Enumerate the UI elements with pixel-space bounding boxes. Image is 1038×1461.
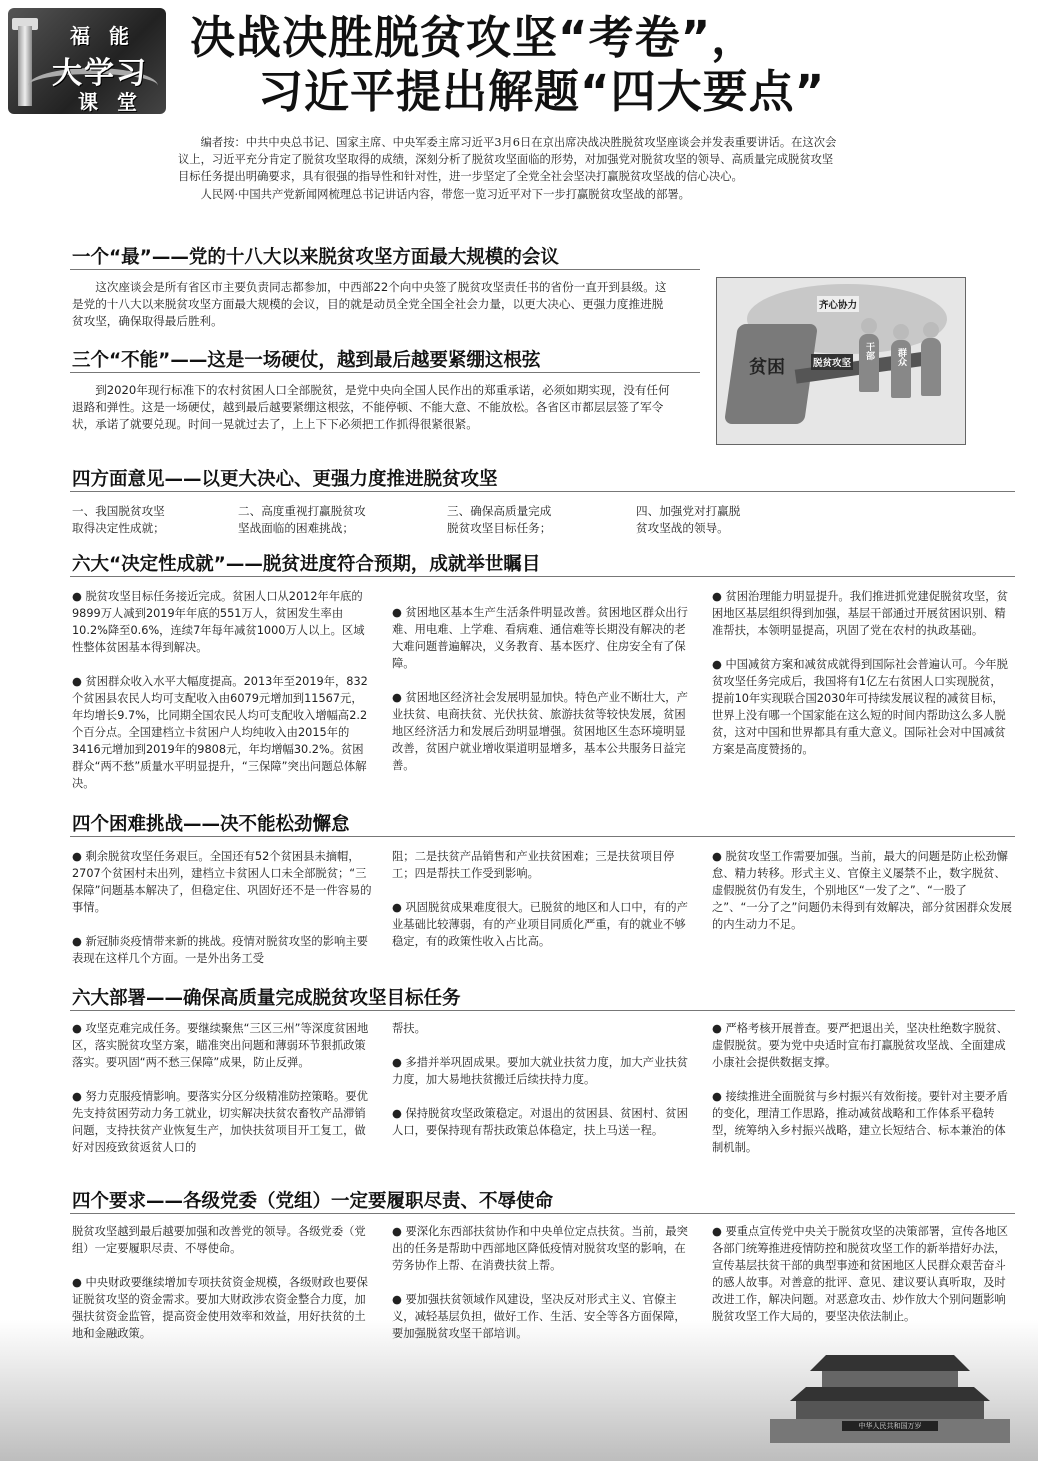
achievement-item: ● 中国减贫方案和减贫成就得到国际社会普遍认可。今年脱贫攻坚任务完成后，我国将有1亿左右贫困人口实现脱贫，提前10年实现联合国2030年可持续发展议程的减贫目标，世界上没有哪一个国家能在这么短的时间内帮助这么多人脱贫，这对中国和世界都具有重大意义。国际社会对中国减贫方案是高度赞扬的。 [712,658,1008,756]
editor-note-p2: 人民网·中国共产党新闻网梳理总书记讲话内容，带您一览习近平对下一步打赢脱贫攻坚战的部署。 [200,187,690,201]
challenge-item: 阻；二是扶贫产品销售和产业扶贫困难；三是扶贫项目停工；四是帮扶工作受到影响。 [392,850,675,880]
editor-note [178,134,838,203]
section-3-rule [70,491,1015,492]
deployment-item: 帮扶。 [392,1022,426,1035]
cartoon-lever-text: 脱贫攻坚 [811,354,853,370]
logo-text-1: 福 能 [70,24,135,48]
achievement-item: ● 贫困治理能力明显提升。我们推进抓党建促脱贫攻坚，贫困地区基层组织得到加强，基层干部通过开展贫困识别、精准帮扶，本领明显提高，巩固了党在农村的执政基础。 [712,590,1008,637]
section-6-column-1 [72,1020,372,1173]
cartoon-rock-text: 贫困 [749,357,785,378]
requirement-item: ● 要重点宣传党中央关于脱贫攻坚的决策部署，宣传各地区各部门统筹推进疫情防控和脱贫攻坚工作的新举措好办法，宣传基层扶贫干部的典型事迹和贫困地区人民群众艰苦奋斗的感人故事。对善意的批评、意见、建议要认真听取，及时改进工作，解决问题。对恶意攻击、炒作放大个别问题影响脱贫攻坚工作大局的，要坚决依法制止。 [712,1225,1008,1323]
opinion-item-2-line-2: 坚战面临的困难挑战； [238,521,354,535]
challenge-item: ● 剩余脱贫攻坚任务艰巨。全国还有52个贫困县未摘帽，2707个贫困村未出列，建档立卡贫困人口未全部脱贫；“三保障”问题基本解决了，但稳定住、巩固好还不是一件容易的事情。 [72,850,372,914]
section-7-column-1 [72,1223,372,1359]
section-4-column-3 [712,588,1012,775]
achievement-item: ● 贫困群众收入水平大幅度提高。2013年至2019年，832个贫困县农民人均可支配收入由6079元增加到11567元，年均增长9.7%，比同期全国农民人均可支配收入增幅高2.2个百分点。全国建档立卡贫困户人均纯收入由2015年的3416元增加到2019年的9808元，年均增幅30.2%。贫困群众“两不愁”质量水平明显提升，“三保障”突出问题总体解决。 [72,675,368,790]
section-7-column-3 [712,1223,1012,1342]
deployment-item: ● 多措并举巩固成果。要加大就业扶贫力度，加大产业扶贫力度，加大易地扶贫搬迁后续扶持力度。 [392,1056,688,1086]
section-6-column-2 [392,1020,692,1156]
section-5-column-2 [392,848,692,967]
achievement-item: ● 贫困地区基本生产生活条件明显改善。贫困地区群众出行难、用电难、上学难、看病难、通信难等长期没有解决的老大难问题普遍解决，义务教育、基本医疗、住房安全有了保障。 [392,606,688,670]
section-1-paragraph: 这次座谈会是所有省区市主要负责同志都参加，中西部22个向中央签了脱贫攻坚责任书的省份一直开到县级。这是党的十八大以来脱贫攻坚方面最大规模的会议，目的就是动员全党全国全社会力量，以更大决心、更强力度推进脱贫攻坚，确保取得最后胜利。 [72,280,667,328]
opinion-item-4-line-2: 贫攻坚战的领导。 [636,521,729,535]
cartoon-person-label-2: 群众 [896,348,906,366]
section-5-column-3 [712,848,1012,950]
opinion-item-1 [72,503,222,537]
section-4-column-1 [72,588,372,809]
achievement-item: ● 贫困地区经济社会发展明显加快。特色产业不断壮大，产业扶贫、电商扶贫、光伏扶贫、旅游扶贫等较快发展，贫困地区经济活力和发展后劲明显增强。贫困地区生态环境明显改善，贫困户就业增收渠道明显增多，基本公共服务日益完善。 [392,691,688,772]
section-2-paragraph: 到2020年现行标准下的农村贫困人口全部脱贫，是党中央向全国人民作出的郑重承诺，必须如期实现，没有任何退路和弹性。这是一场硬仗，越到最后越要紧绷这根弦，不能停顿、不能大意、不能放松。各省区市都层层签了军令状，承诺了就要兑现。时间一晃就过去了，上上下下必须把工作抓得很紧很紧。 [72,383,670,431]
cartoon-person [921,338,941,396]
section-6-rule [70,1010,1015,1011]
gate-roof-lower [790,1387,990,1401]
section-6-title: 六大部署——确保高质量完成脱贫攻坚目标任务 [72,988,461,1009]
headline-line-1: 决战决胜脱贫攻坚“考卷”， [190,11,758,64]
gate-body-lower [796,1401,984,1419]
cartoon-person-head [923,322,939,338]
opinion-item-4-line-1: 四、加强党对打赢脱 [636,504,741,518]
deployment-item: ● 严格考核开展普查。要严把退出关，坚决杜绝数字脱贫、虚假脱贫。要为党中央适时宣布打赢脱贫攻坚战、全面建成小康社会提供数据支撑。 [712,1022,1008,1069]
cartoon-bubble-text: 齐心协力 [817,296,859,312]
opinion-item-2-line-1: 二、高度重视打赢脱贫攻 [238,504,366,518]
tiananmen-illustration [770,1355,1010,1443]
opinion-item-2 [238,503,438,537]
opinion-item-1-line-2: 取得决定性成就； [72,521,165,535]
section-6-column-3 [712,1020,1012,1173]
gate-roof-upper [810,1355,970,1371]
requirement-item: ● 要深化东西部扶贫协作和中央单位定点扶贫。当前，最突出的任务是帮助中西部地区降低疫情对脱贫攻坚的影响，在劳务协作上帮、在消费扶贫上帮。 [392,1225,688,1272]
requirement-item: 脱贫攻坚越到最后越要加强和改善党的领导。各级党委（党组）一定要履职尽责、不辱使命。 [72,1225,366,1255]
cartoon-person-head [893,324,909,340]
section-2-title: 三个“不能”——这是一场硬仗，越到最后越要紧绷这根弦 [72,350,541,371]
headline-line-2: 习近平提出解题“四大要点” [258,65,826,118]
challenge-item: ● 巩固脱贫成果难度很大。已脱贫的地区和人口中，有的产业基础比较薄弱，有的产业项目同质化严重，有的就业不够稳定，有的政策性收入占比高。 [392,901,688,948]
section-2-rule [70,372,700,373]
huabiao-pillar [18,26,32,106]
cartoon-person-head [861,318,877,334]
section-5-column-1 [72,848,372,984]
section-1-body [72,279,672,330]
challenge-item: ● 新冠肺炎疫情带来新的挑战。疫情对脱贫攻坚的影响主要表现在这样几个方面。一是外出务工受 [72,935,368,965]
challenge-item: ● 脱贫攻坚工作需要加强。当前，最大的问题是防止松劲懈怠、精力转移。形式主义、官僚主义屡禁不止，数字脱贫、虚假脱贫仍有发生，个别地区“一发了之”、“一股了之”、“一分了之”问题仍未得到有效解决，部分贫困群众发展的内生动力不足。 [712,850,1012,931]
gate-body-upper [822,1371,958,1387]
opinion-item-1-line-1: 一、我国脱贫攻坚 [72,504,165,518]
gate-plate: 中华人民共和国万岁 [842,1421,938,1431]
editor-note-p1: 编者按：中共中央总书记、国家主席、中央军委主席习近平3月6日在京出席决战决胜脱贫攻坚座谈会并发表重要讲话。在这次会议上，习近平充分肯定了脱贫攻坚取得的成绩，深刻分析了脱贫攻坚面临的形势，对加强党对脱贫攻坚的领导、高质量完成脱贫攻坚目标任务提出明确要求，具有很强的指导性和针对性，进一步坚定了全党全社会坚决打赢脱贫攻坚战的信心决心。 [178,136,837,184]
opinion-item-3-line-2: 脱贫攻坚目标任务； [447,521,552,535]
cartoon-person-label-1: 干部 [864,342,874,360]
deployment-item: ● 接续推进全面脱贫与乡村振兴有效衔接。要针对主要矛盾的变化，理清工作思路，推动减贫战略和工作体系平稳转型，统筹纳入乡村振兴战略，建立长短结合、标本兼治的体制机制。 [712,1090,1008,1154]
section-5-title: 四个困难挑战——决不能松劲懈怠 [72,814,350,835]
opinion-item-3 [447,503,617,537]
section-4-rule [70,576,1015,577]
column-logo [8,8,166,114]
section-4-title: 六大“决定性成就”——脱贫进度符合预期，成就举世瞩目 [72,554,541,575]
section-7-title: 四个要求——各级党委（党组）一定要履职尽责、不辱使命 [72,1191,554,1212]
section-7-column-2 [392,1223,692,1359]
requirement-item: ● 要加强扶贫领域作风建设，坚决反对形式主义、官僚主义，减轻基层负担，做好工作、生活、安全等各方面保障，要加强脱贫攻坚干部培训。 [392,1293,686,1340]
section-1-title: 一个“最”——党的十八大以来脱贫攻坚方面最大规模的会议 [72,247,559,268]
cartoon-illustration [716,277,966,445]
section-3-title: 四方面意见——以更大决心、更强力度推进脱贫攻坚 [72,469,498,490]
opinion-item-4 [636,503,806,537]
section-1-rule [70,269,700,270]
achievement-item: ● 脱贫攻坚目标任务接近完成。贫困人口从2012年年底的9899万人减到2019年年底的551万人，贫困发生率由10.2%降至0.6%，连续7年每年减贫1000万人以上。区域性整体贫困基本得到解决。 [72,590,365,654]
deployment-item: ● 保持脱贫攻坚政策稳定。对退出的贫困县、贫困村、贫困人口，要保持现有帮扶政策总体稳定，扶上马送一程。 [392,1107,688,1137]
section-7-rule [70,1213,1015,1214]
opinion-item-3-line-1: 三、确保高质量完成 [447,504,552,518]
logo-text-3: 课 堂 [78,90,143,114]
section-4-column-2 [392,604,692,791]
logo-text-2: 大学习 [52,56,148,91]
section-5-rule [70,836,1015,837]
section-2-body [72,382,672,433]
requirement-item: ● 中央财政要继续增加专项扶贫资金规模，各级财政也要保证脱贫攻坚的资金需求。要加大财政涉农资金整合力度，加强扶贫资金监管，提高资金使用效率和效益，用好扶贫的土地和金融政策。 [72,1276,368,1340]
deployment-item: ● 努力克服疫情影响。要落实分区分级精准防控策略。要优先支持贫困劳动力务工就业，切实解决扶贫农畜牧产品滞销问题，支持扶贫产业恢复生产，加快扶贫项目开工复工，做好对因疫致贫返贫人口的 [72,1090,368,1154]
deployment-item: ● 攻坚克难完成任务。要继续聚焦“三区三州”等深度贫困地区，落实脱贫攻坚方案，瞄准突出问题和薄弱环节狠抓政策落实。要巩固“两不愁三保障”成果，防止反弹。 [72,1022,369,1069]
